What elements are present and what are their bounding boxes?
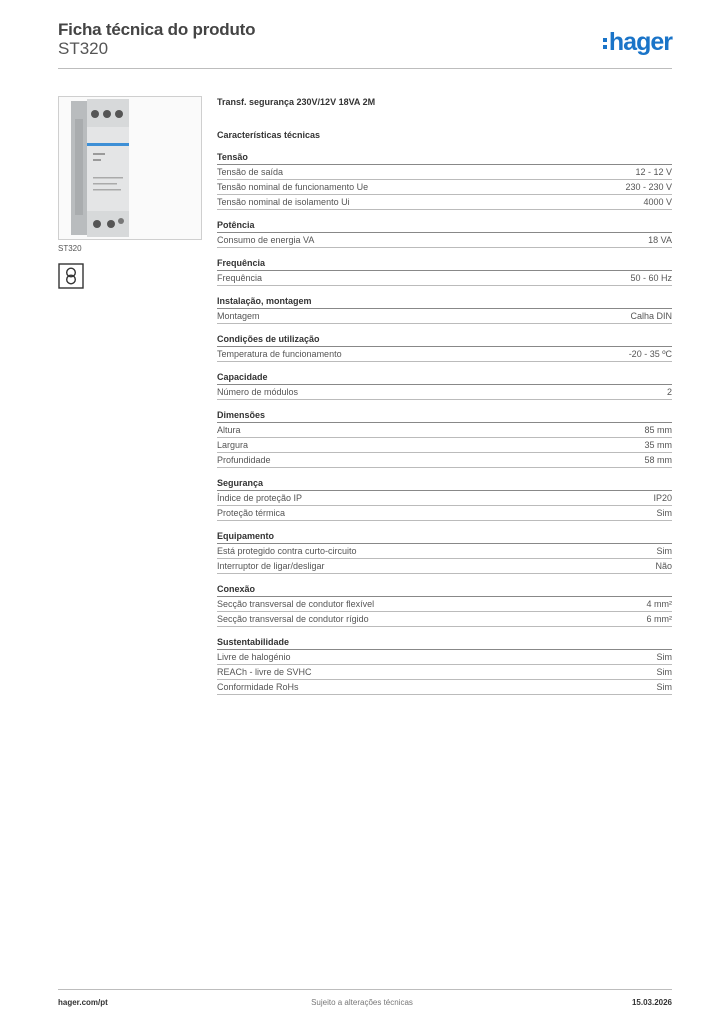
- spec-label: Conformidade RoHs: [217, 682, 299, 692]
- spec-row: [217, 665, 672, 680]
- spec-row: [217, 385, 672, 400]
- spec-label: Livre de halogénio: [217, 652, 291, 662]
- spec-row: [217, 165, 672, 180]
- spec-label: Altura: [217, 425, 241, 435]
- spec-section: [217, 295, 672, 324]
- spec-row: [217, 491, 672, 506]
- section-heading: Frequência: [217, 257, 672, 271]
- spec-label: Tensão nominal de isolamento Ui: [217, 197, 350, 207]
- spec-section: [217, 371, 672, 400]
- spec-section: [217, 333, 672, 362]
- section-heading: Conexão: [217, 583, 672, 597]
- spec-row: [217, 612, 672, 627]
- spec-section: [217, 151, 672, 210]
- spec-value: 85 mm: [644, 425, 672, 435]
- logo-dots-icon: [603, 38, 607, 49]
- spec-label: Número de módulos: [217, 387, 299, 397]
- spec-row: [217, 423, 672, 438]
- spec-value: 2: [666, 387, 672, 397]
- spec-label: Tensão nominal de funcionamento Ue: [217, 182, 369, 192]
- section-heading: Tensão: [217, 151, 672, 165]
- spec-row: [217, 438, 672, 453]
- spec-label: Montagem: [217, 311, 260, 321]
- footer-note: Sujeito a alterações técnicas: [311, 998, 413, 1007]
- spec-section: [217, 477, 672, 521]
- section-heading: Sustentabilidade: [217, 636, 672, 650]
- spec-section: [217, 257, 672, 286]
- spec-value: 12 - 12 V: [635, 167, 672, 177]
- section-heading: Capacidade: [217, 371, 672, 385]
- section-heading: Dimensões: [217, 409, 672, 423]
- product-caption: ST320: [58, 244, 82, 253]
- section-heading: Equipamento: [217, 530, 672, 544]
- spec-value: 35 mm: [644, 440, 672, 450]
- header-divider: [58, 68, 672, 69]
- spec-section: [217, 219, 672, 248]
- spec-value: Sim: [656, 546, 672, 556]
- spec-value: Não: [655, 561, 672, 571]
- footer-date: 15.03.2026: [631, 998, 672, 1007]
- spec-row: [217, 650, 672, 665]
- spec-label: Frequência: [217, 273, 263, 283]
- spec-row: [217, 506, 672, 521]
- section-heading: Potência: [217, 219, 672, 233]
- spec-section: [217, 409, 672, 468]
- spec-label: Consumo de energia VA: [217, 235, 315, 245]
- spec-value: 4000 V: [643, 197, 672, 207]
- spec-row: [217, 233, 672, 248]
- product-description: Transf. segurança 230V/12V 18VA 2M: [217, 97, 376, 107]
- section-heading: Instalação, montagem: [217, 295, 672, 309]
- technical-sheet: [217, 96, 672, 695]
- spec-row: [217, 453, 672, 468]
- section-heading: Condições de utilização: [217, 333, 672, 347]
- spec-value: 6 mm²: [646, 614, 672, 624]
- hager-logo: [603, 29, 672, 55]
- safety-transformer-symbol-icon: [58, 263, 84, 289]
- product-image: [58, 96, 202, 240]
- spec-value: 4 mm²: [646, 599, 672, 609]
- spec-section: [217, 583, 672, 627]
- characteristics-heading: Características técnicas: [217, 130, 321, 140]
- spec-label: Está protegido contra curto-circuito: [217, 546, 357, 556]
- spec-label: Tensão de saída: [217, 167, 284, 177]
- din-rail-transformer-image: [59, 97, 201, 239]
- spec-row: [217, 271, 672, 286]
- spec-label: Índice de proteção IP: [217, 493, 303, 503]
- spec-label: Largura: [217, 440, 249, 450]
- spec-value: 50 - 60 Hz: [630, 273, 672, 283]
- product-reference: ST320: [58, 39, 109, 58]
- spec-value: 58 mm: [644, 455, 672, 465]
- spec-sections: [217, 151, 672, 695]
- spec-row: [217, 559, 672, 574]
- spec-row: [217, 309, 672, 324]
- spec-label: Proteção térmica: [217, 508, 286, 518]
- spec-value: Sim: [656, 508, 672, 518]
- spec-value: Sim: [656, 682, 672, 692]
- spec-value: IP20: [653, 493, 672, 503]
- spec-label: Interruptor de ligar/desligar: [217, 561, 325, 571]
- logo-wordmark: hager: [608, 28, 672, 56]
- spec-label: Temperatura de funcionamento: [217, 349, 342, 359]
- footer-divider: [58, 989, 672, 990]
- spec-row: [217, 195, 672, 210]
- page-title: Ficha técnica do produto: [58, 20, 256, 39]
- spec-row: [217, 680, 672, 695]
- spec-label: REACh - livre de SVHC: [217, 667, 312, 677]
- spec-row: [217, 544, 672, 559]
- spec-value: -20 - 35 ºC: [628, 349, 672, 359]
- footer-website-link[interactable]: hager.com/pt: [58, 998, 108, 1007]
- section-heading: Segurança: [217, 477, 672, 491]
- spec-label: Secção transversal de condutor flexível: [217, 599, 375, 609]
- spec-value: Sim: [656, 667, 672, 677]
- spec-row: [217, 347, 672, 362]
- spec-label: Secção transversal de condutor rígido: [217, 614, 369, 624]
- spec-value: Calha DIN: [630, 311, 672, 321]
- spec-row: [217, 597, 672, 612]
- spec-section: [217, 530, 672, 574]
- spec-value: 18 VA: [648, 235, 672, 245]
- spec-value: Sim: [656, 652, 672, 662]
- spec-section: [217, 636, 672, 695]
- spec-label: Profundidade: [217, 455, 271, 465]
- spec-value: 230 - 230 V: [625, 182, 672, 192]
- spec-row: [217, 180, 672, 195]
